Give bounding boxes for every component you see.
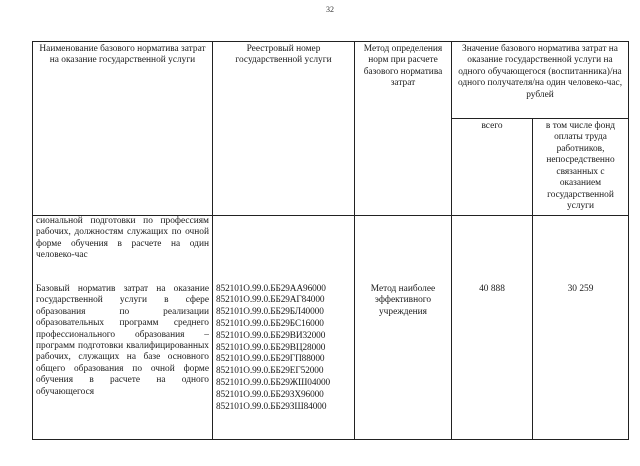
page-number: 32 bbox=[326, 5, 334, 14]
header-wage-fund: в том числе фонд оплаты труда работников, непосредственно связанных с оказанием государственной услуги bbox=[533, 119, 629, 216]
table-header-row bbox=[33, 42, 629, 119]
registry-code: 852101О.99.0.ББ29ЕГ52000 bbox=[216, 366, 324, 377]
continuation-wage-cell bbox=[533, 215, 629, 261]
registry-code: 852101О.99.0.ББ29БЛ40000 bbox=[216, 307, 324, 318]
spacer-row bbox=[33, 262, 629, 284]
norm-name: Базовый норматив затрат на оказание государственной услуги в сфере образования по реализации образовательных программ среднего профессионального образования – программ подготовки квалифицированных рабочих, служащих на базе основного общего образования по очной форме обучения в расчете на одного обучающегося bbox=[33, 284, 213, 440]
calculation-method: Метод наиболее эффективного учреждения bbox=[355, 284, 452, 440]
registry-code: 852101О.99.0.ББ29БС16000 bbox=[216, 319, 324, 330]
header-name: Наименование базового норматива затрат на оказание государственной услуги bbox=[33, 42, 213, 216]
norm-total-value: 40 888 bbox=[452, 284, 533, 440]
registry-code: 852101О.99.0.ББ29ВИ32000 bbox=[216, 330, 326, 341]
registry-code: 852101О.99.0.ББ29ВЦ28000 bbox=[216, 342, 326, 353]
header-norm-value: Значение базового норматива затрат на оказание государственной услуги на одного обучающегося (воспитанника)/на одного получателя/на один человеко-час, рублей bbox=[452, 42, 629, 119]
continuation-registry-cell bbox=[213, 215, 355, 261]
header-total: всего bbox=[452, 119, 533, 216]
continuation-row bbox=[33, 215, 629, 261]
continuation-text: сиональной подготовки по профессиям рабочих, должностям служащих по очной форме обучения в расчете на один человеко-час bbox=[33, 215, 213, 261]
registry-code: 852101О.99.0.ББ29ГП88000 bbox=[216, 354, 325, 365]
registry-code: 852101О.99.0.ББ29АА96000 bbox=[216, 283, 326, 294]
registry-code: 852101О.99.0.ББ29АГ84000 bbox=[216, 295, 325, 306]
header-registry-number: Реестровый номер государственной услуги bbox=[213, 42, 355, 216]
wage-fund-value: 30 259 bbox=[533, 284, 629, 440]
registry-code: 852101О.99.0.ББ29ЗШ84000 bbox=[216, 401, 327, 412]
registry-code: 852101О.99.0.ББ29ЗХ96000 bbox=[216, 389, 324, 400]
budget-norm-table bbox=[32, 41, 629, 440]
table-row bbox=[33, 284, 629, 440]
continuation-method-cell bbox=[355, 215, 452, 261]
registry-codes bbox=[213, 284, 355, 440]
header-method: Метод определения норм при расчете базового норматива затрат bbox=[355, 42, 452, 216]
continuation-total-cell bbox=[452, 215, 533, 261]
registry-code: 852101О.99.0.ББ29ЖШ04000 bbox=[216, 378, 331, 388]
